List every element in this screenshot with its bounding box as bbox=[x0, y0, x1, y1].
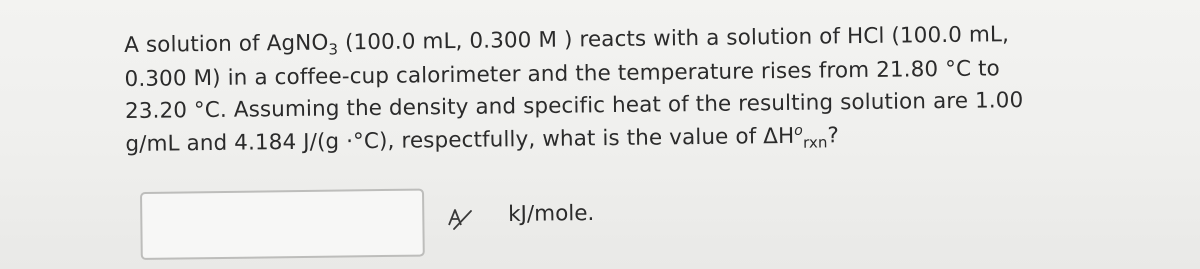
superscript-degree: o bbox=[794, 122, 803, 139]
subscript-rxn: rxn bbox=[802, 132, 828, 152]
unit-label: kJ/mole. bbox=[508, 200, 595, 227]
subscript-3: 3 bbox=[328, 40, 339, 59]
question-text bbox=[124, 18, 1136, 163]
check-answer-glyph bbox=[446, 207, 472, 233]
question-line-4-start: g/mL and 4.184 J/(g ·°C), respectfully, what is the value of ΔH bbox=[125, 123, 795, 157]
check-answer-icon[interactable] bbox=[446, 207, 472, 233]
answer-input[interactable] bbox=[142, 191, 423, 258]
question-line-3: 23.20 °C. Assuming the density and specific heat of the resulting solution are 1.00 bbox=[124, 88, 1024, 124]
question-line-1-end: (100.0 mL, 0.300 M ) reacts with a solution of HCl (100.0 mL, bbox=[337, 22, 1010, 56]
answer-input-box[interactable] bbox=[140, 189, 425, 260]
question-line-1-start: A solution of AgNO bbox=[124, 30, 329, 58]
question-line-2: 0.300 M) in a coffee-cup calorimeter and the temperature rises from 21.80 °C to bbox=[124, 55, 1000, 92]
question-mark: ? bbox=[827, 122, 840, 148]
